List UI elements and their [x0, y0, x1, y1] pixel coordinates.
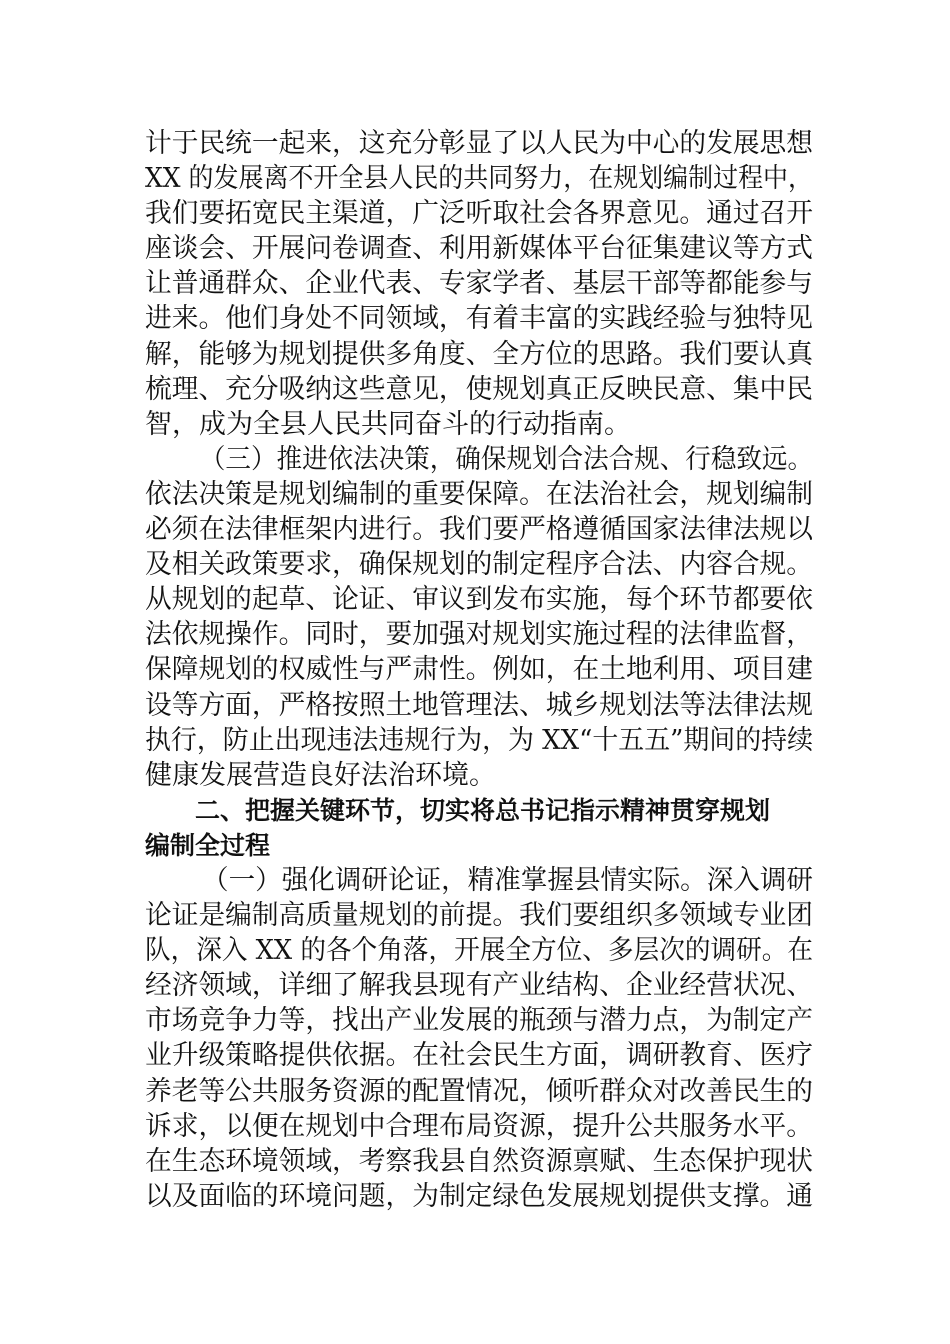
body-text-line: 设等方面，严格按照土地管理法、城乡规划法等法律法规	[145, 689, 813, 721]
body-text-line: 业升级策略提供依据。在社会民生方面，调研教育、医疗	[145, 1040, 813, 1072]
body-text-line: 进来。他们身处不同领域，有着丰富的实践经验与独特见	[145, 303, 813, 335]
body-text-line: 执行，防止出现违法违规行为，为 XX“十五五”期间的持续	[145, 724, 814, 756]
body-text-line: 座谈会、开展问卷调查、利用新媒体平台征集建议等方式	[145, 233, 813, 265]
body-text-line: 从规划的起草、论证、审议到发布实施，每个环节都要依	[145, 584, 813, 616]
body-text-line: XX 的发展离不开全县人民的共同努力，在规划编制过程中，	[145, 163, 814, 195]
body-text-line: 经济领域，详细了解我县现有产业结构、企业经营状况、	[145, 970, 813, 1002]
body-text-line: 养老等公共服务资源的配置情况，倾听群众对改善民生的	[145, 1075, 813, 1107]
body-text-line: 智，成为全县人民共同奋斗的行动指南。	[145, 408, 631, 440]
body-text-line: （一）强化调研论证，精准掌握县情实际。深入调研	[202, 864, 814, 896]
body-text-line: 及相关政策要求，确保规划的制定程序合法、内容合规。	[145, 549, 813, 581]
body-text-line: 以及面临的环境问题，为制定绿色发展规划提供支撑。通	[145, 1180, 813, 1212]
body-text-line: 论证是编制高质量规划的前提。我们要组织多领域专业团	[145, 900, 813, 932]
body-text-line: 依法决策是规划编制的重要保障。在法治社会，规划编制	[145, 478, 813, 510]
body-text-line: 必须在法律框架内进行。我们要严格遵循国家法律法规以	[145, 514, 813, 546]
body-text-line: 我们要拓宽民主渠道，广泛听取社会各界意见。通过召开	[145, 198, 813, 230]
body-text-line: 解，能够为规划提供多角度、全方位的思路。我们要认真	[145, 338, 813, 370]
section-heading-line: 二、把握关键环节，切实将总书记指示精神贯穿规划	[195, 795, 771, 825]
body-text-line: 在生态环境领域，考察我县自然资源禀赋、生态保护现状	[145, 1145, 813, 1177]
body-text-line: 健康发展营造良好法治环境。	[145, 759, 496, 791]
section-heading-line: 编制全过程	[145, 830, 271, 860]
body-text-line: （三）推进依法决策，确保规划合法合规、行稳致远。	[199, 443, 814, 475]
body-text-line: 市场竞争力等，找出产业发展的瓶颈与潜力点，为制定产	[145, 1005, 813, 1037]
body-text-line: 计于民统一起来，这充分彰显了以人民为中心的发展思想	[145, 128, 813, 159]
document-body	[145, 126, 815, 1214]
body-text-line: 让普通群众、企业代表、专家学者、基层干部等都能参与	[145, 268, 813, 300]
body-text-line: 保障规划的权威性与严肃性。例如，在土地利用、项目建	[145, 654, 813, 686]
body-text-line: 法依规操作。同时，要加强对规划实施过程的法律监督，	[145, 619, 813, 651]
body-text-line: 梳理、充分吸纳这些意见，使规划真正反映民意、集中民	[145, 373, 813, 405]
body-text-line: 队，深入 XX 的各个角落，开展全方位、多层次的调研。在	[145, 935, 814, 967]
body-text-line: 诉求，以便在规划中合理布局资源，提升公共服务水平。	[145, 1110, 813, 1142]
